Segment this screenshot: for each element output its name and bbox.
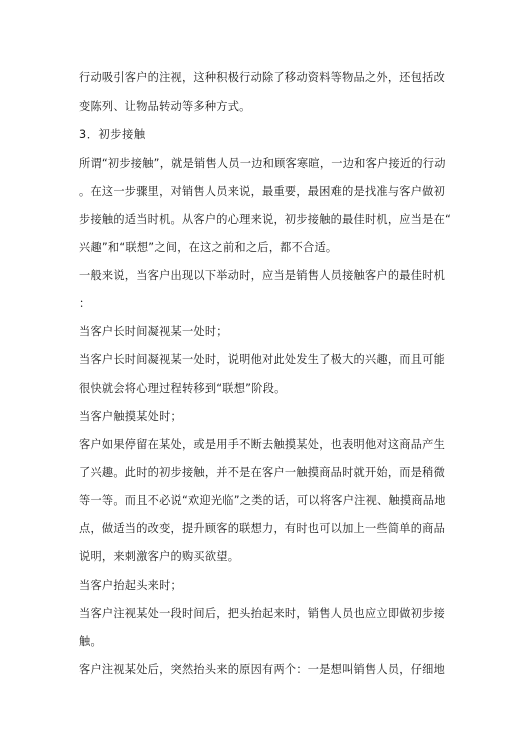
- text-line: 很快就会将心理过程转移到“联想”阶段。: [79, 382, 286, 395]
- text-line: 变陈列、让物品转动等多种方式。: [79, 100, 251, 113]
- text-line: 客户注视某处后，突然抬头来的原因有两个：一是想叫销售人员，仔细地: [79, 663, 446, 676]
- text-line: 当客户注视某处一段时间后，把头抬起来时，销售人员也应立即做初步接: [79, 607, 446, 620]
- text-line: 触。: [79, 635, 102, 648]
- text-line: 步接触的适当时机。从客户的心理来说，初步接触的最佳时机，应当是在“: [79, 213, 452, 226]
- text-line: ：: [79, 297, 91, 310]
- subheading: 当客户长时间凝视某一处时；: [79, 325, 228, 338]
- text-line: 兴趣”和“联想”之间，在这之前和之后，都不合适。: [79, 241, 338, 254]
- section-heading: 3．初步接触: [79, 128, 146, 141]
- text-line: 等一等。而且不必说“欢迎光临”之类的话，可以将客户注视、触摸商品地: [79, 494, 446, 507]
- text-line: 行动吸引客户的注视，这种积极行动除了移动资料等物品之外，还包括改: [79, 71, 446, 84]
- text-line: 所谓“初步接触”，就是销售人员一边和顾客寒暄，一边和客户接近的行动: [79, 157, 446, 170]
- text-line: 点，做适当的改变，提升顾客的联想力，有时也可以加上一些简单的商品: [79, 522, 446, 535]
- subheading: 当客户抬起头来时；: [79, 579, 182, 592]
- text-line: 一般来说，当客户出现以下举动时，应当是销售人员接触客户的最佳时机: [79, 269, 446, 282]
- text-line: 说明，来刺激客户的购买欲望。: [79, 550, 240, 563]
- text-line: 了兴趣。此时的初步接触，并不是在客户一触摸商品时就开始，而是稍微: [79, 466, 446, 479]
- text-line: 客户如果停留在某处，或是用手不断去触摸某处，也表明他对这商品产生: [79, 438, 446, 451]
- text-line: 。在这一步骤里，对销售人员来说，最重要，最困难的是找准与客户做初: [79, 185, 446, 198]
- subheading: 当客户触摸某处时；: [79, 410, 182, 423]
- text-line: 当客户长时间凝视某一处时，说明他对此处发生了极大的兴趣，而且可能: [79, 353, 446, 366]
